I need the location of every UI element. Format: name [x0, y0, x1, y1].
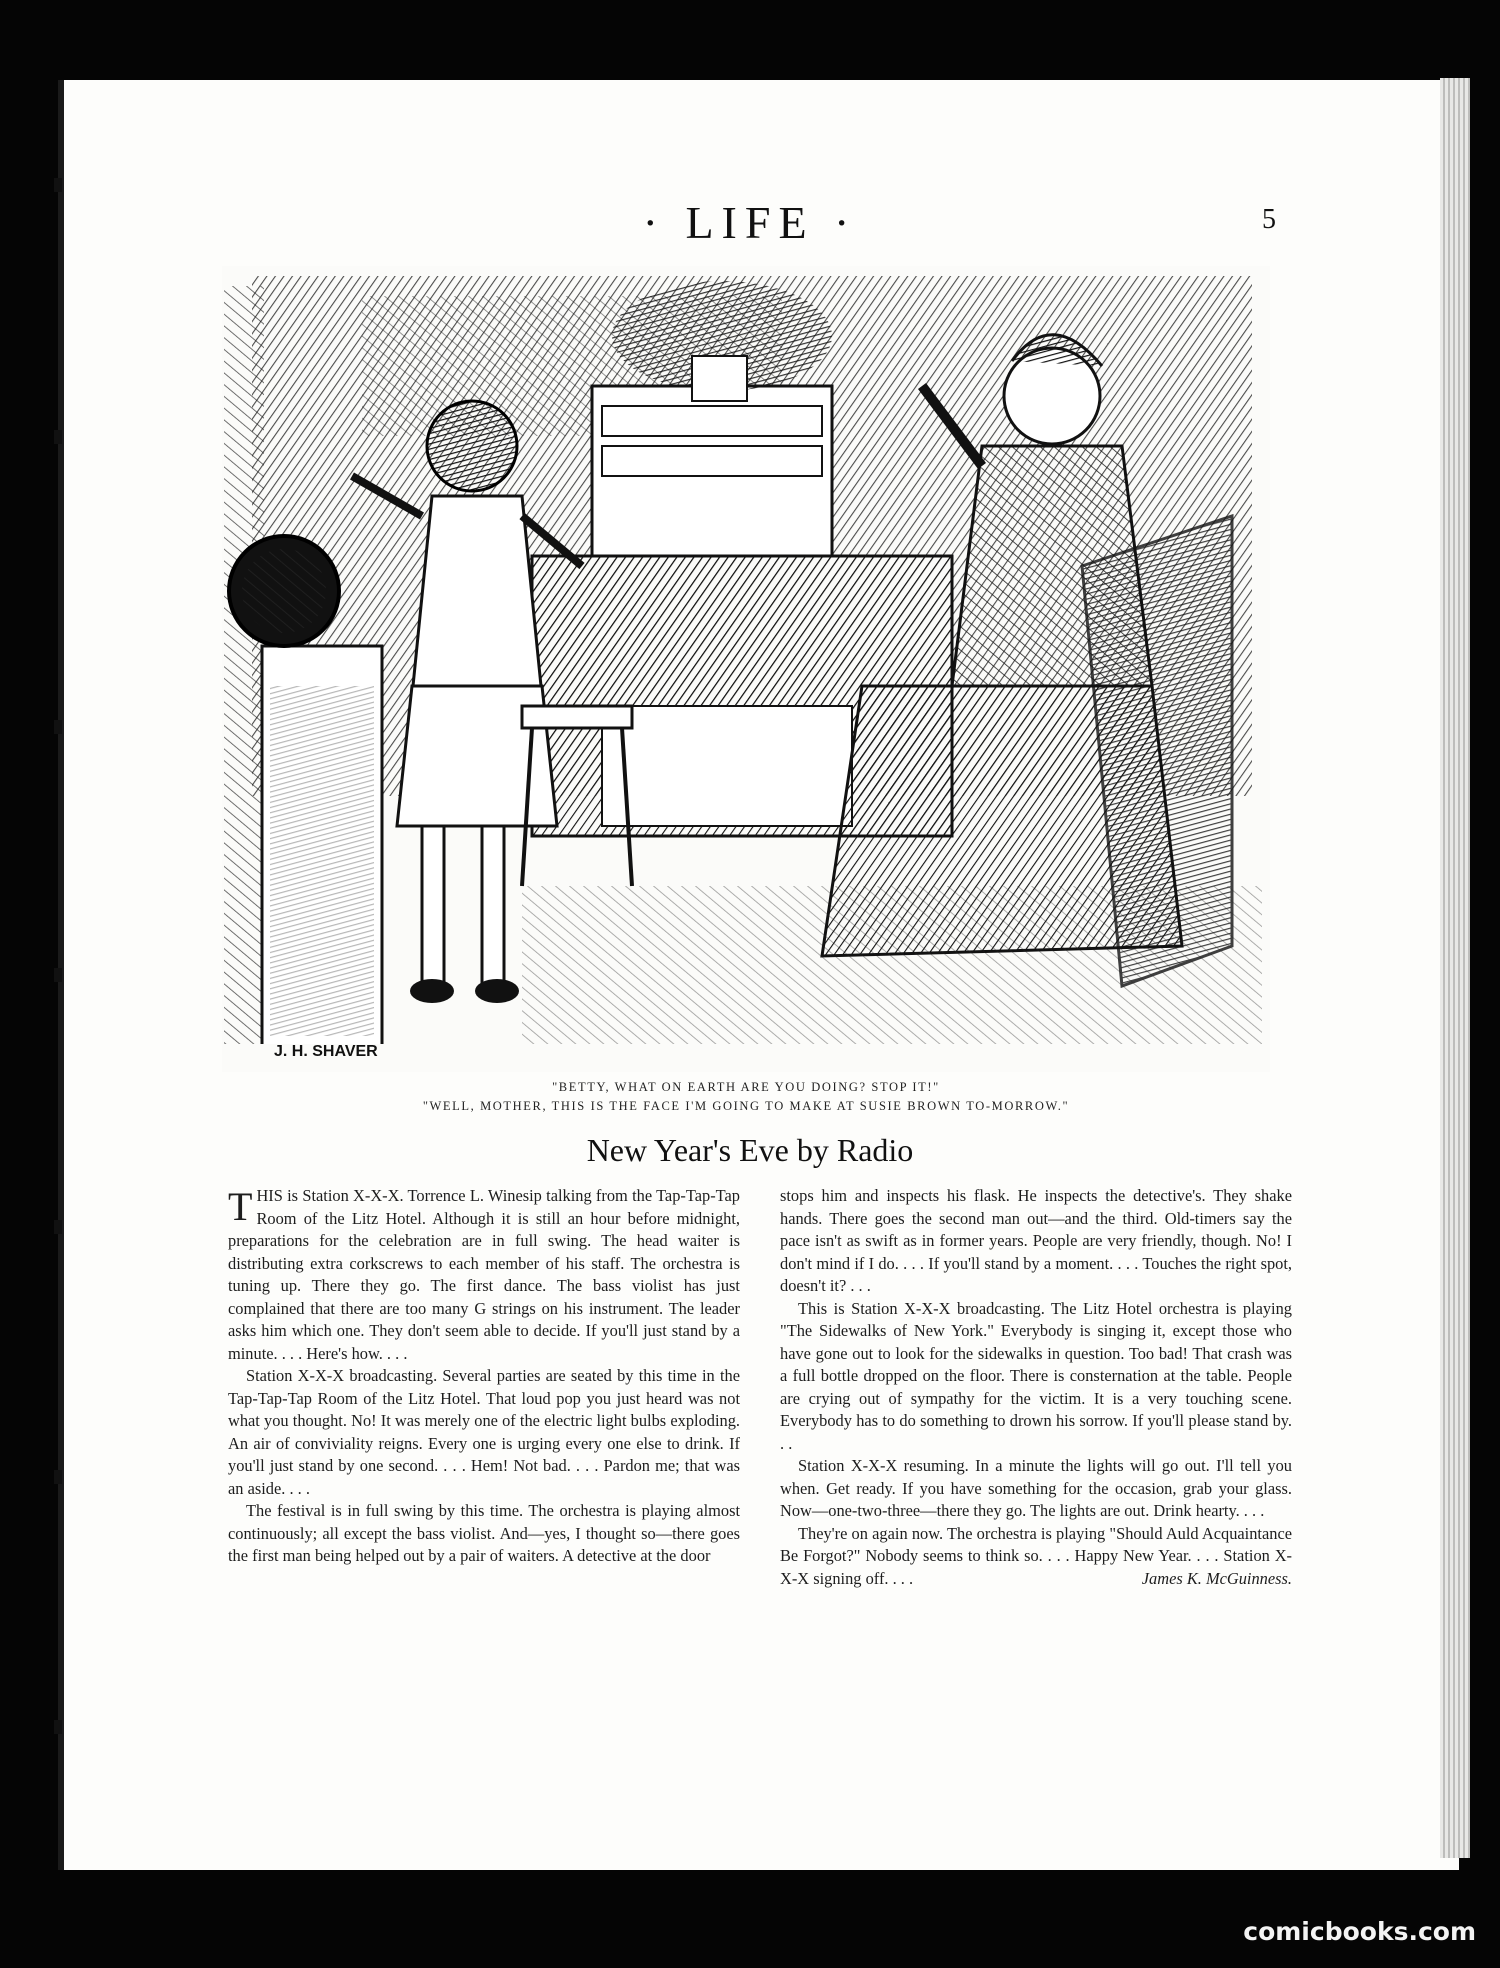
article-title: New Year's Eve by Radio [586, 1132, 914, 1168]
paragraph: They're on again now. The orchestra is playing "Should Auld Acquaintance Be Forgot?" Nobody seems to think so. . . . Happy New Year. . . . Station X-X-X signing off. . . . James K. McGuinness. [780, 1523, 1292, 1591]
paragraph: THIS is Station X-X-X. Torrence L. Winesip talking from the Tap-Tap-Tap Room of the Litz Hotel. Although it is still an hour before midnight, preparations for the celebration are in full swing. The head waiter is distributing extra corkscrews to each member of his staff. The orchestra is tuning up. There they go. The first dance. The bass violist has just complained that there are too many G strings on his instrument. The leader asks him which one. They don't seem able to decide. If you'll just stand by a minute. . . . Here's how. . . . [228, 1184, 740, 1363]
masthead: · LIFE · [642, 197, 858, 248]
paragraph: Station X-X-X broadcasting. Several parties are seated by this time in the Tap-Tap-Tap Room of the Litz Hotel. That loud pop you just heard was not what you thought. No! It was merely one of the electric light bulbs exploding. An air of conviviality reigns. Every one is urging every one else to drink. If you'll just stand by one second. . . . Hem! Not bad. . . . Pardon me; that was an aside. . . . [228, 1366, 740, 1498]
drop-cap: T [228, 1184, 253, 1229]
article-left-column [228, 1185, 740, 1568]
binding-stitch [54, 178, 62, 192]
paragraph: This is Station X-X-X broadcasting. The Litz Hotel orchestra is playing "The Sidewalks of New York." Everybody is singing it, except those who have gone out to look for the sidewalks in question. Too bad! That crash was a full bottle dropped on the floor. There is consternation at the table. People are crying out of sympathy for the victim. It is a very touching scene. Everybody has to do something to drown his sorrow. If you'll please stand by. . . [780, 1298, 1292, 1453]
author-signature: James K. McGuinness. [1141, 1568, 1292, 1588]
binding-stitch [54, 1470, 62, 1484]
binding-stitch [54, 1720, 62, 1734]
paragraph: stops him and inspects his flask. He inspects the detective's. They shake hands. There goes the second man out—and the third. Old-timers say the pace isn't as swift as in former years. People are very friendly, though. No! I don't mind if I do. . . . If you'll stand by a moment. . . . Touches the right spot, doesn't it? . . . [780, 1186, 1292, 1295]
page-stack-edge [1440, 78, 1470, 1858]
binding-stitch [54, 720, 62, 734]
page-number: 5 [1262, 204, 1276, 235]
artist-signature: J. H. SHAVER [274, 1043, 378, 1060]
caption-line-2: "WELL, MOTHER, THIS IS THE FACE I'M GOING TO MAKE AT SUSIE BROWN TO-MORROW." [422, 1099, 1070, 1113]
cartoon-illustration [222, 266, 1270, 1072]
watermark: comicbooks.com [1243, 1917, 1476, 1946]
article-right-column [780, 1185, 1292, 1590]
paragraph: The festival is in full swing by this time. The orchestra is playing almost continuously; all except the bass violist. And—yes, I thought so—there goes the first man being helped out by a pair of waiters. A detective at the door [228, 1501, 740, 1565]
caption-line-1: "BETTY, WHAT ON EARTH ARE YOU DOING? STOP IT!" [552, 1080, 940, 1094]
binding-stitch [54, 430, 62, 444]
binding-stitch [54, 968, 62, 982]
paragraph: Station X-X-X resuming. In a minute the lights will go out. I'll tell you when. Get ready. If you have something for the occasion, grab your glass. Now—one-two-three—there they go. The lights are out. Drink hearty. . . . [780, 1456, 1292, 1520]
illustration-caption [222, 1078, 1270, 1116]
binding-stitch [54, 1220, 62, 1234]
